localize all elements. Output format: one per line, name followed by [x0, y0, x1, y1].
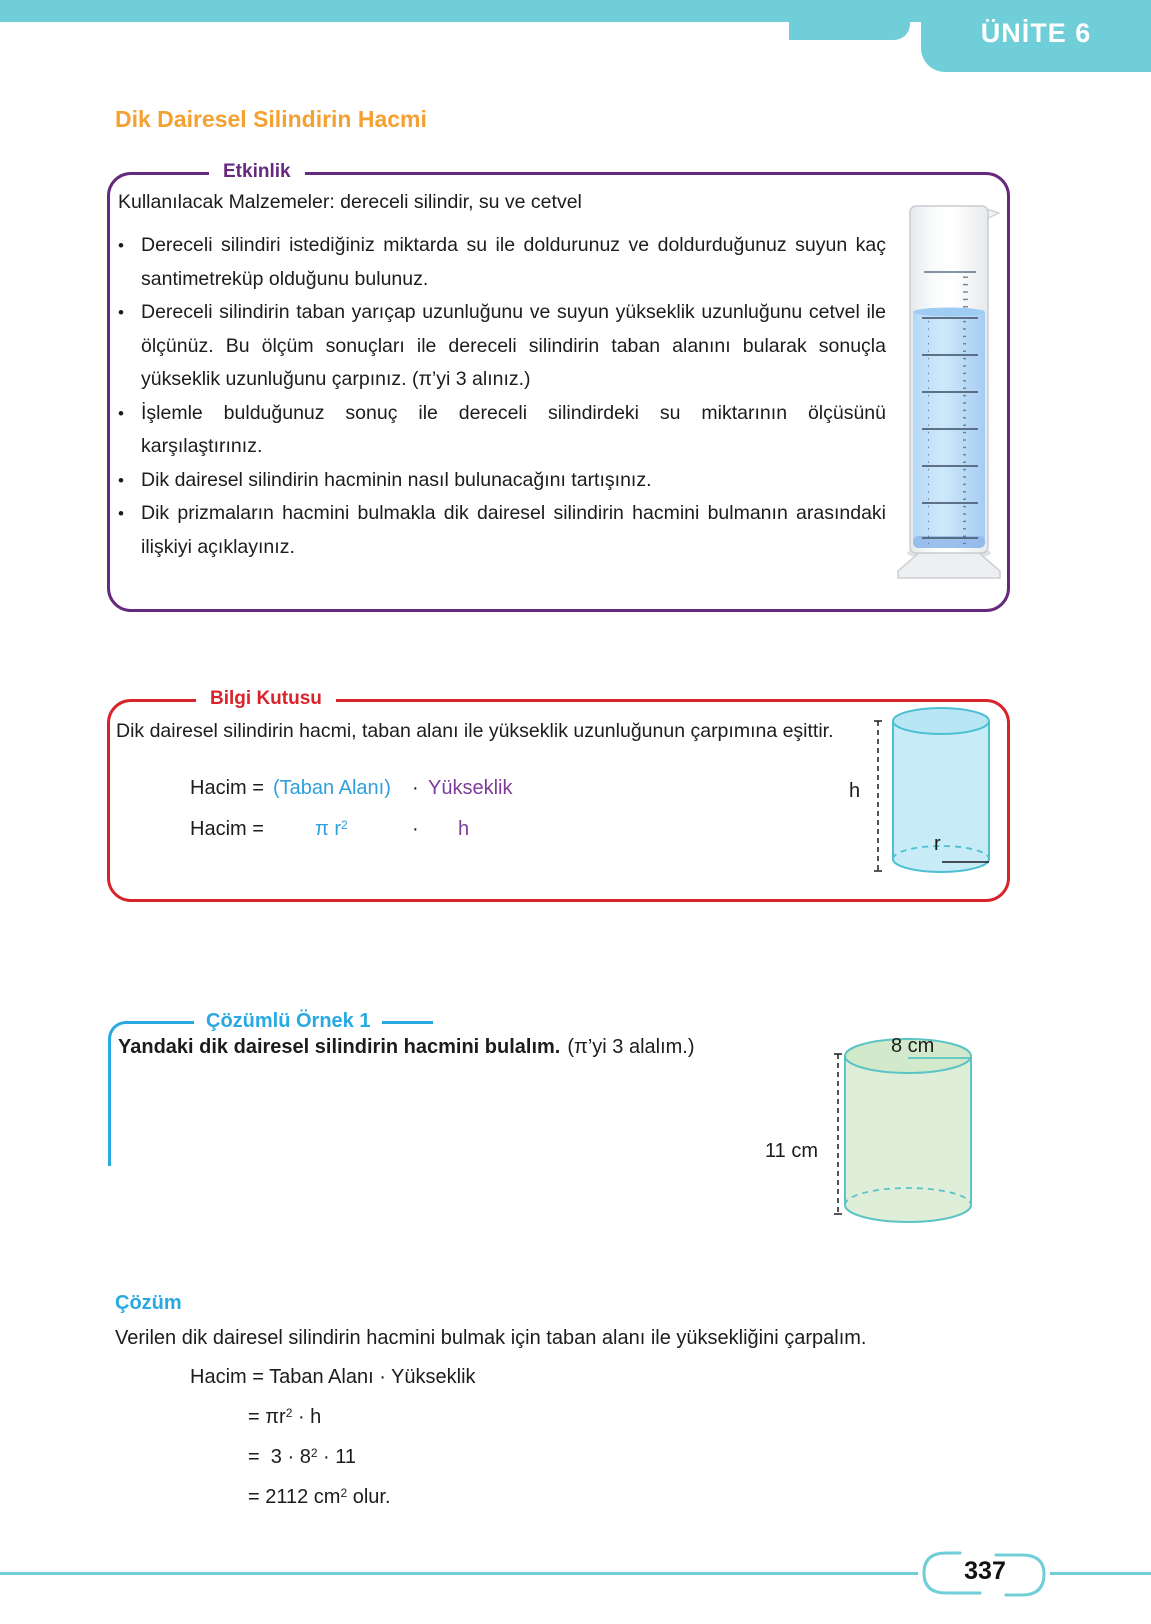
list-item — [118, 497, 886, 564]
graduated-cylinder-illustration — [893, 200, 1005, 585]
list-item-text: Dereceli silindirin taban yarıçap uzunluğunu ve suyun yükseklik uzunluğunu cetvel ile ölçünüz. Bu ölçüm sonuçları ile dereceli silindirin taban alanını bularak sonuçla yükseklik uzunluğunu çarpınız. (π’yi 3 alınız.) — [141, 301, 886, 390]
example-radius-label: 8 cm — [891, 1035, 935, 1057]
activity-bullet-list — [118, 229, 886, 564]
example-question: Yandaki dik dairesel silindirin hacmini bulalım. — [118, 1036, 561, 1058]
cylinder-radius-label: r — [934, 833, 941, 855]
solution-eq-3: = $3 \cdot 8^2 \cdot 11$ — [248, 1446, 357, 1468]
list-item — [118, 397, 886, 464]
activity-box-title: Etkinlik — [209, 158, 305, 186]
solution-title: Çözüm — [115, 1292, 182, 1314]
formula-words-lhs: Hacim = — [190, 777, 264, 799]
example-height-label: 11 cm — [765, 1140, 818, 1162]
list-item-text: Dereceli silindiri istediğiniz miktarda su ile doldurunuz ve doldurduğunuz suyun kaç santimetreküp olduğunu bulunuz. — [141, 234, 886, 290]
formula-symbols-pi-r: π $r^2$ — [315, 818, 348, 840]
bullet-icon — [118, 229, 141, 296]
list-item-text: Dik prizmaların hacmini bulmakla dik dairesel silindirin hacmini bulmanın arasındaki ilişkiyi açıklayınız. — [141, 502, 886, 558]
info-box-title: Bilgi Kutusu — [196, 685, 336, 713]
bullet-icon — [118, 296, 141, 397]
formula-symbols-h: h — [458, 818, 470, 840]
example-cylinder-diagram — [768, 998, 993, 1233]
formula-symbols-dot: · — [412, 818, 419, 840]
exponent: 2 — [285, 1406, 293, 1420]
bullet-icon — [118, 397, 141, 464]
exponent: 2 — [341, 818, 348, 832]
list-item — [118, 464, 886, 498]
solution-eq-4: = 2112 $cm^2$ olur. — [248, 1486, 391, 1508]
list-item-text: Dik dairesel silindirin hacminin nasıl bulunacağını tartışınız. — [141, 468, 652, 491]
page-title: Dik Dairesel Silindirin Hacmi — [115, 106, 427, 132]
header-band-step — [789, 0, 910, 40]
unit-tab — [921, 0, 1151, 72]
activity-materials: Kullanılacak Malzemeler: dereceli silindir, su ve cetvel — [118, 191, 582, 213]
bullet-icon — [118, 497, 141, 564]
solution-intro: Verilen dik dairesel silindirin hacmini bulmak için taban alanı ile yüksekliğini çarpalım. — [115, 1327, 867, 1349]
bullet-icon — [118, 464, 141, 498]
formula-words-height: Yükseklik — [428, 777, 513, 799]
example-title: Çözümlü Örnek 1 — [194, 1007, 382, 1035]
solution-eq-1: Hacim = Taban Alanı · Yükseklik — [190, 1366, 476, 1388]
formula-words-base-area: (Taban Alanı) — [273, 777, 391, 799]
formula-symbols-lhs: Hacim = — [190, 818, 264, 840]
formula-words-dot: · — [412, 777, 419, 799]
exponent: 2 — [310, 1446, 318, 1460]
page-number: 337 — [964, 1557, 1006, 1585]
list-item-text: İşlemle bulduğunuz sonuç ile dereceli silindirdeki su miktarının ölçüsünü karşılaştırınız. — [141, 401, 886, 457]
cylinder-height-label: h — [849, 780, 861, 802]
list-item — [118, 229, 886, 296]
cylinder-diagram — [845, 697, 1005, 887]
example-note: (π’yi 3 alalım.) — [567, 1036, 695, 1058]
example-statement — [118, 1036, 695, 1059]
solution-eq-2: = $\pi r^2 \cdot h$ — [248, 1406, 322, 1428]
list-item — [118, 296, 886, 397]
exponent: 2 — [340, 1486, 348, 1500]
info-statement: Dik dairesel silindirin hacmi, taban alanı ile yükseklik uzunluğunun çarpımına eşittir. — [116, 720, 834, 742]
unit-label: ÜNİTE 6 — [980, 17, 1092, 48]
